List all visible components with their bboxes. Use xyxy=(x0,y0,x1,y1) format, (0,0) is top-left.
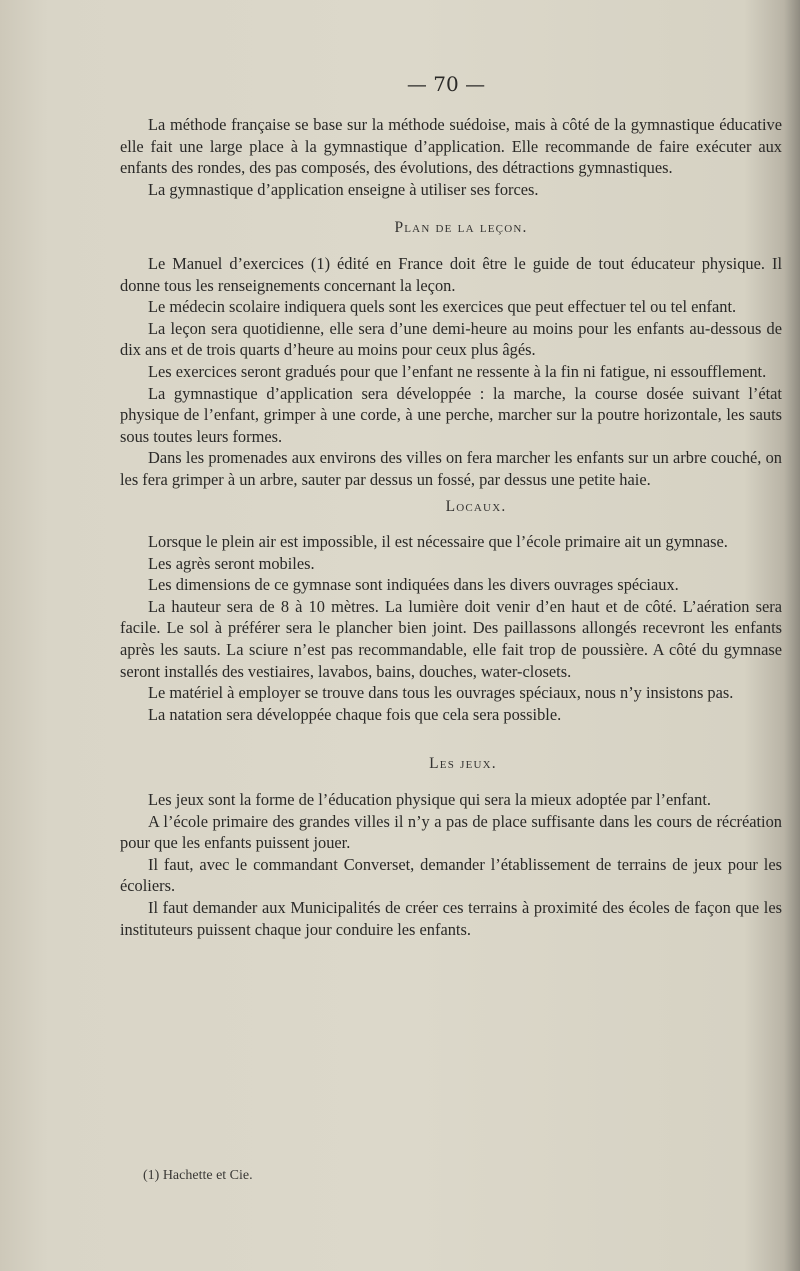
page-number: — 70 — xyxy=(406,72,486,96)
paragraph: Lorsque le plein air est impossible, il est nécessaire que l’école primaire ait un gymnase. xyxy=(148,532,728,552)
paragraph: La hauteur sera de 8 à 10 mètres. La lumière doit venir d’en haut et de côté. L’aération sera facile. Le sol à préférer sera le plancher bien joint. Des paillassons allongés recevront les enfants après les sauts. La sciure n’est pas recommandable, elle fait trop de poussière. A côté du gymnase seront installés des vestiaires, lavabos, bains, douches, water-closets. xyxy=(120,596,782,681)
section-heading-jeux: Les jeux. xyxy=(429,755,497,773)
paragraph: Les agrès seront mobiles. xyxy=(148,553,315,573)
paragraph: Il faut, avec le commandant Converset, demander l’établissement de terrains de jeux pour les écoliers. xyxy=(120,854,782,896)
footnote: (1) Hachette et Cie. xyxy=(143,1168,253,1183)
paragraph: Il faut demander aux Municipalités de créer ces terrains à proximité des écoles de façon que les instituteurs puissent chaque jour conduire les enfants. xyxy=(120,898,782,939)
paragraph: Les exercices seront gradués pour que l’enfant ne ressente à la fin ni fatigue, ni essoufflement. xyxy=(148,361,767,381)
paragraph: La gymnastique d’application sera développée : la marche, la course dosée suivant l’état physique de l’enfant, grimper à une corde, à une perche, marcher sur la poutre horizontale, les sauts sous toutes leurs formes. xyxy=(120,383,782,446)
paragraph: Le médecin scolaire indiquera quels sont les exercices que peut effectuer tel ou tel enfant. xyxy=(148,297,737,317)
paragraph: Le Manuel d’exercices (1) édité en France doit être le guide de tout éducateur physique. Il donne tous les renseignements concernant la leçon. xyxy=(120,253,782,295)
paragraph: Les dimensions de ce gymnase sont indiquées dans les divers ouvrages spéciaux. xyxy=(148,575,679,595)
section-heading-plan: Plan de la leçon. xyxy=(394,219,528,237)
paragraph: La natation sera développée chaque fois que cela sera possible. xyxy=(148,704,562,724)
paragraph: A l’école primaire des grandes villes il n’y a pas de place suffisante dans les cours de récréation pour que les enfants puissent jouer. xyxy=(120,811,782,853)
paragraph: La leçon sera quotidienne, elle sera d’une demi-heure au moins pour les enfants au-dessous de dix ans et de trois quarts d’heure au moins pour ceux plus âgés. xyxy=(120,318,782,360)
paragraph: La gymnastique d’application enseigne à utiliser ses forces. xyxy=(148,179,539,199)
paragraph: Le matériel à employer se trouve dans tous les ouvrages spéciaux, nous n’y insistons pas. xyxy=(148,683,734,703)
paragraph: Dans les promenades aux environs des villes on fera marcher les enfants sur un arbre couché, on les fera grimper à un arbre, sauter par dessus un fossé, par dessus une petite haie. xyxy=(120,448,782,489)
page-body xyxy=(120,114,782,940)
paragraph: Les jeux sont la forme de l’éducation physique qui sera la mieux adoptée par l’enfant. xyxy=(148,790,712,810)
section-heading-locaux: Locaux. xyxy=(445,497,507,515)
paragraph: La méthode française se base sur la méthode suédoise, mais à côté de la gymnastique éducative elle fait une large place à la gymnastique d’application. Elle recommande de faire exécuter aux enfants des rondes, des pas composés, des évolutions, des détractions gymnastiques. xyxy=(120,115,782,178)
